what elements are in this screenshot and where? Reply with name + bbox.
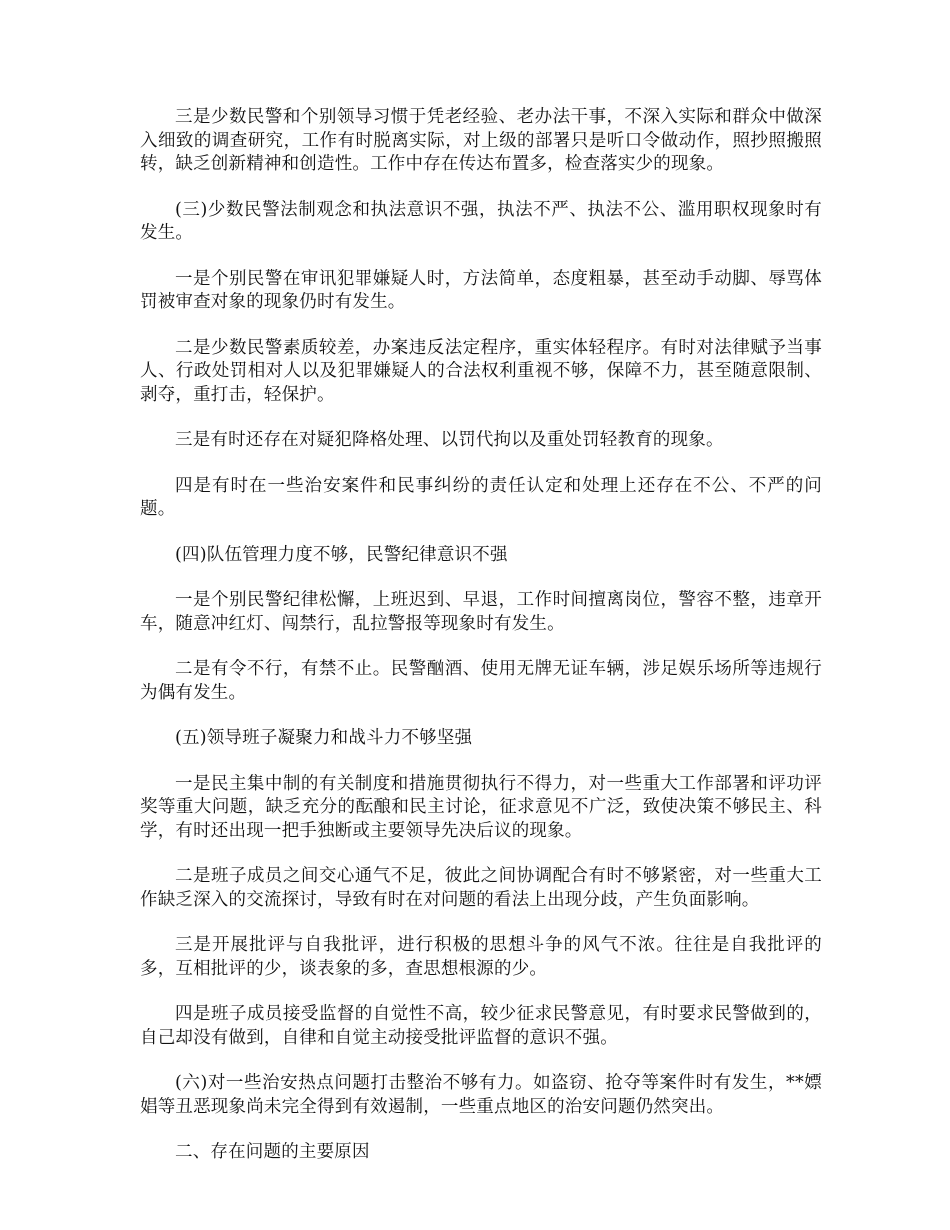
- paragraph-6: 四是有时在一些治安案件和民事纠纷的责任认定和处理上还存在不公、不严的问题。: [140, 475, 822, 519]
- paragraph-11: 一是民主集中制的有关制度和措施贯彻执行不得力，对一些重大工作部署和评功评奖等重大问题，缺乏充分的酝酿和民主讨论，征求意见不广泛，致使决策不够民主、科学，有时还出现一把手独断或主要领导先决后议的现象。: [140, 773, 822, 841]
- section-heading: 二、存在问题的主要原因: [175, 1142, 370, 1162]
- paragraph-14: 四是班子成员接受监督的自觉性不高，较少征求民警意见，有时要求民警做到的，自己却没有做到，自律和自觉主动接受批评监督的意识不强。: [140, 1004, 822, 1048]
- paragraph-10-heading: (五)领导班子凝聚力和战斗力不够坚强: [175, 728, 473, 748]
- paragraph-15-heading: (六)对一些治安热点问题打击整治不够有力。如盗窃、抢夺等案件时有发生，**嫖娼等丑恶现象尚未完全得到有效遏制，一些重点地区的治安问题仍然突出。: [140, 1073, 822, 1117]
- document-page: [140, 106, 822, 1187]
- paragraph-7-heading: (四)队伍管理力度不够，民警纪律意识不强: [175, 544, 508, 565]
- paragraph-1: 三是少数民警和个别领导习惯于凭老经验、老办法干事，不深入实际和群众中做深入细致的调查研究，工作有时脱离实际，对上级的部署只是听口令做动作，照抄照搬照转，缺乏创新精神和创造性。工作中存在传达布置多，检查落实少的现象。: [140, 107, 822, 174]
- paragraph-12: 二是班子成员之间交心通气不足，彼此之间协调配合有时不够紧密，对一些重大工作缺乏深入的交流探讨，导致有时在对问题的看法上出现分歧，产生负面影响。: [140, 866, 822, 910]
- paragraph-8: 一是个别民警纪律松懈，上班迟到、早退，工作时间擅离岗位，警容不整，违章开车，随意冲红灯、闯禁行，乱拉警报等现象时有发生。: [140, 590, 822, 634]
- paragraph-13: 三是开展批评与自我批评，进行积极的思想斗争的风气不浓。往往是自我批评的多，互相批评的少，谈表象的多，查思想根源的少。: [140, 935, 822, 979]
- paragraph-3: 一是个别民警在审讯犯罪嫌疑人时，方法简单，态度粗暴，甚至动手动脚、辱骂体罚被审查对象的现象仍时有发生。: [140, 268, 822, 312]
- paragraph-2-heading: (三)少数民警法制观念和执法意识不强，执法不严、执法不公、滥用职权现象时有发生。: [140, 199, 822, 243]
- paragraph-5: 三是有时还存在对疑犯降格处理、以罚代拘以及重处罚轻教育的现象。: [175, 430, 724, 450]
- paragraph-9: 二是有令不行，有禁不止。民警酗酒、使用无牌无证车辆，涉足娱乐场所等违规行为偶有发生。: [140, 659, 822, 703]
- paragraph-4: 二是少数民警素质较差，办案违反法定程序，重实体轻程序。有时对法律赋予当事人、行政处罚相对人以及犯罪嫌疑人的合法权利重视不够，保障不力，甚至随意限制、剥夺，重打击，轻保护。: [140, 337, 822, 405]
